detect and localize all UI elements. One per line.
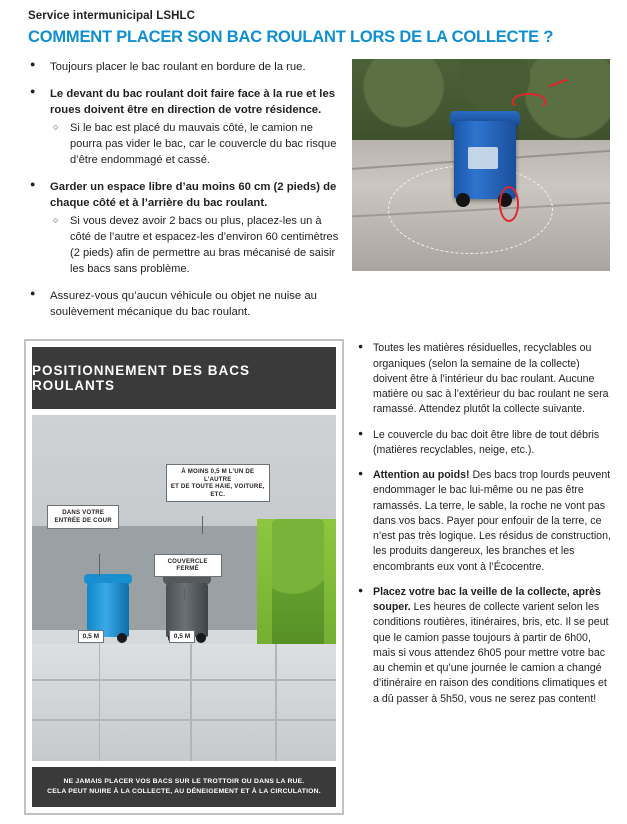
list-item [24, 86, 342, 168]
bullet-text: Les heures de collecte varient selon les conditions routières, itinéraires, bris, etc. Il se peut que le camion passe toujours à partir de 6h00, mais si vous attendez 6h05 pour mettre votre bac au chemin et qu’une journée le camion a changé d’itinéraire en raison des conditions climatiques et a dû passer à 5h50, vous ne serez pas content! [373, 601, 609, 705]
bin-wheel [117, 633, 127, 643]
diagram-positionnement [24, 339, 344, 815]
list-item [50, 214, 342, 277]
page-title: COMMENT PLACER SON BAC ROULANT LORS DE LA COLLECTE ? [28, 28, 554, 46]
list-item [24, 59, 342, 75]
diagram-bin-grey [166, 583, 208, 637]
sub-bullet-list [50, 214, 342, 277]
bullet-text: Garder un espace libre d’au moins 60 cm (2 pieds) de chaque côté et à l’arrière du bac roulant. [50, 181, 337, 210]
bullet-lead: Placez votre bac la veille de la collecte, après souper. [373, 585, 601, 614]
sidewalk-seam [190, 644, 192, 762]
callout-driveway: DANS VOTRE ENTRÉE DE COUR [47, 505, 119, 528]
list-item [24, 179, 342, 277]
diagram-footer-note: NE JAMAIS PLACER VOS BACS SUR LE TROTTOIR OU DANS LA RUE. CELA PEUT NUIRE À LA COLLECTE, AU DÉNEIGEMENT ET À LA CIRCULATION. [47, 778, 321, 796]
bottom-section [24, 339, 611, 815]
bullet-text: Des bacs trop lourds peuvent endommager le bac lui-même ou ne pas être ramassés. La terre, le sable, la roche ne vont pas dans vos bacs. Payer pour enfouir de la terre, ce n’est pas très logique. Les résidus de construction, les produits dangereux, les branches et les encombrants eux vont à l’Écocentre. [373, 469, 611, 573]
bullet-lead: Attention au poids! [373, 469, 470, 482]
diagram-scene [32, 415, 336, 761]
bullet-text: Toujours placer le bac roulant en bordure de la rue. [50, 61, 306, 73]
bin-body [166, 583, 208, 637]
sub-bullet-text: Si le bac est placé du mauvais côté, le camion ne pourra pas vider le bac, car le couvercle du bac risque d’être endommagé et cassé. [70, 122, 337, 166]
bin-wheel [196, 633, 206, 643]
bullet-text: Le couvercle du bac doit être libre de tout débris (matières recyclables, neige, etc.). [373, 428, 600, 456]
right-instructions [356, 339, 611, 717]
sidewalk-seam [275, 644, 277, 762]
list-item [50, 121, 342, 168]
bin-wheel [456, 193, 470, 207]
list-item [356, 468, 611, 575]
left-instructions [24, 57, 342, 331]
photo-bac-bleu [352, 59, 610, 271]
list-item [356, 585, 611, 707]
bullet-text: Assurez-vous qu’aucun véhicule ou objet ne nuise au soulèvement mécanique du bac roulant. [50, 290, 317, 319]
diagram-header [32, 347, 336, 409]
measure-left: 0,5 M [78, 630, 105, 643]
top-section [24, 57, 611, 331]
service-line: Service intermunicipal LSHLC [28, 10, 196, 22]
list-item [356, 428, 611, 459]
bullet-text: Le devant du bac roulant doit faire face à la rue et les roues doivent être en direction de votre résidence. [50, 88, 336, 117]
arrow-icon [512, 93, 546, 109]
left-bullet-list [24, 59, 342, 320]
sidewalk-seam [99, 644, 101, 762]
list-item [356, 341, 611, 417]
bullet-text: Toutes les matières résiduelles, recyclables ou organiques (selon la semaine de la collecte) doivent être à l’intérieur du bac roulant. Aucune matière ou sac à l’extérieur du bac roulant ne sera ramassé. Attendez plutôt la collecte suivante. [373, 342, 609, 416]
diagram-footer [32, 767, 336, 807]
diagram-header-title: POSITIONNEMENT DES BACS ROULANTS [32, 363, 251, 394]
callout-leader [202, 516, 203, 534]
bin-label [468, 147, 498, 169]
bin-body [87, 583, 129, 637]
callout-leader [99, 554, 100, 576]
diagram-bin-blue [87, 583, 129, 637]
list-item [24, 288, 342, 320]
callout-leader [184, 588, 185, 600]
measure-right: 0,5 M [169, 630, 196, 643]
sub-bullet-text: Si vous devez avoir 2 bacs ou plus, placez-les un à côté de l’autre et espacez-les d’environ 60 centimètres (2 pieds) afin de permettre au bras mécanisé de saisir les bacs sans problème. [70, 215, 339, 275]
callout-spacing: À MOINS 0,5 M L’UN DE L’AUTRE ET DE TOUTE HAIE, VOITURE, ETC. [166, 464, 270, 502]
right-bullet-list [356, 341, 611, 707]
callout-lid-closed: COUVERCLE FERMÉ [154, 554, 222, 577]
scene-sidewalk [32, 644, 336, 762]
sub-bullet-list [50, 121, 342, 168]
